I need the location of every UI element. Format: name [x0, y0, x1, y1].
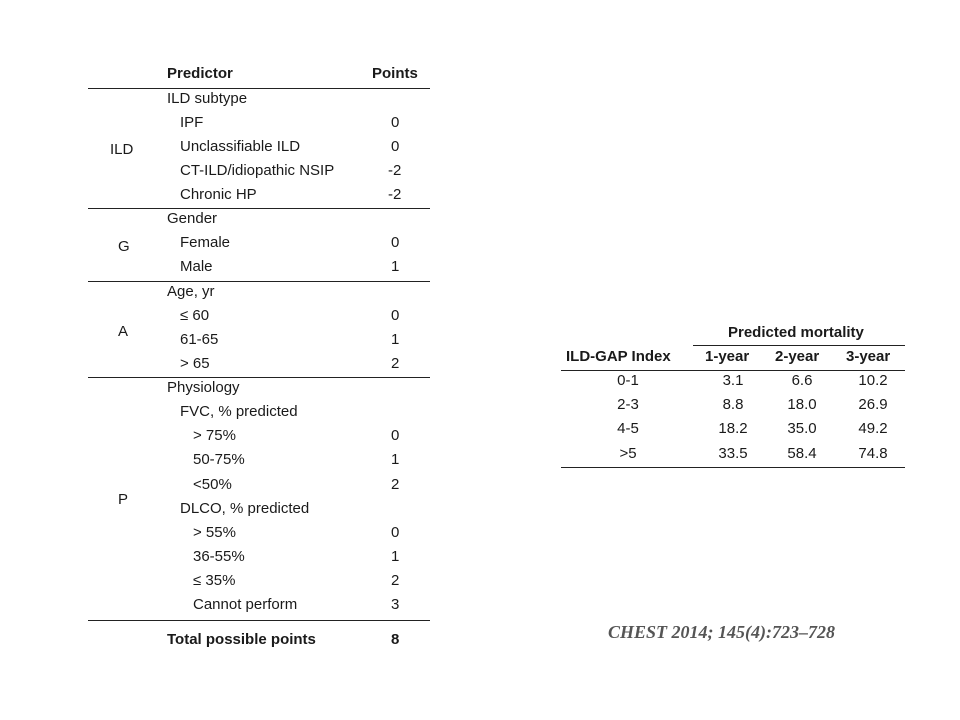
cell-value: 58.4 [787, 445, 817, 462]
row-label: IPF [180, 114, 204, 131]
row-points: -2 [388, 162, 402, 179]
total-label: Total possible points [167, 631, 316, 648]
row-points: 0 [391, 307, 400, 324]
row-label: CT-ILD/idiopathic NSIP [180, 162, 335, 179]
row-label: Chronic HP [180, 186, 257, 203]
row-points: 3 [391, 596, 400, 613]
row-label: ≤ 60 [180, 307, 210, 324]
row-points: 0 [391, 138, 400, 155]
row-points: 1 [391, 258, 400, 275]
section-rule [88, 208, 430, 209]
row-label: Unclassifiable ILD [180, 138, 301, 155]
section-code-ild: ILD [110, 141, 134, 158]
row-points: -2 [388, 186, 402, 203]
cell-value: 74.8 [858, 445, 888, 462]
row-label: Age, yr [167, 283, 215, 300]
row-points: 1 [391, 331, 400, 348]
column-header: 1-year [705, 348, 750, 365]
row-label: Cannot perform [193, 596, 298, 613]
header-rule [561, 370, 905, 371]
cell-value: 35.0 [787, 420, 817, 437]
row-label: DLCO, % predicted [180, 500, 310, 517]
row-label: ILD subtype [167, 90, 248, 107]
row-points: 1 [391, 451, 400, 468]
section-code-p: P [118, 491, 129, 508]
row-points: 0 [391, 524, 400, 541]
section-code-a: A [118, 323, 129, 340]
row-label: 61-65 [180, 331, 219, 348]
row-label: > 55% [193, 524, 236, 541]
cell-value: 26.9 [858, 396, 888, 413]
row-points: 1 [391, 548, 400, 565]
row-points: 0 [391, 234, 400, 251]
row-points: 2 [391, 476, 400, 493]
row-label: 36-55% [193, 548, 245, 565]
cell-value: 33.5 [718, 445, 748, 462]
row-points: 2 [391, 355, 400, 372]
group-header-rule [693, 345, 905, 346]
section-code-g: G [118, 238, 130, 255]
row-label: Female [180, 234, 231, 251]
cell-index: >5 [619, 445, 637, 462]
cell-index: 2-3 [617, 396, 639, 413]
cell-value: 18.2 [718, 420, 748, 437]
cell-value: 49.2 [858, 420, 888, 437]
row-label: > 75% [193, 427, 236, 444]
row-label: > 65 [180, 355, 210, 372]
section-rule [88, 377, 430, 378]
row-label: Male [180, 258, 213, 275]
section-rule [88, 620, 430, 621]
header-rule [88, 88, 430, 89]
predictor-header: Predictor [167, 65, 233, 82]
predicted-mortality-header: Predicted mortality [728, 324, 864, 341]
row-label: Gender [167, 210, 218, 227]
cell-value: 3.1 [722, 372, 744, 389]
column-header: ILD-GAP Index [566, 348, 671, 365]
row-label: ≤ 35% [193, 572, 236, 589]
row-label: 50-75% [193, 451, 245, 468]
row-label: Physiology [167, 379, 240, 396]
column-header: 3-year [846, 348, 891, 365]
cell-value: 8.8 [722, 396, 744, 413]
section-rule [88, 281, 430, 282]
citation: CHEST 2014; 145(4):723–728 [608, 622, 835, 642]
row-points: 2 [391, 572, 400, 589]
total-points: 8 [391, 631, 400, 648]
cell-index: 0-1 [617, 372, 639, 389]
column-header: 2-year [775, 348, 820, 365]
row-label: <50% [193, 476, 232, 493]
cell-value: 18.0 [787, 396, 817, 413]
cell-value: 10.2 [858, 372, 888, 389]
cell-value: 6.6 [791, 372, 813, 389]
row-points: 0 [391, 427, 400, 444]
bottom-rule [561, 467, 905, 468]
cell-index: 4-5 [617, 420, 639, 437]
row-points: 0 [391, 114, 400, 131]
row-label: FVC, % predicted [180, 403, 298, 420]
points-header: Points [372, 65, 418, 82]
